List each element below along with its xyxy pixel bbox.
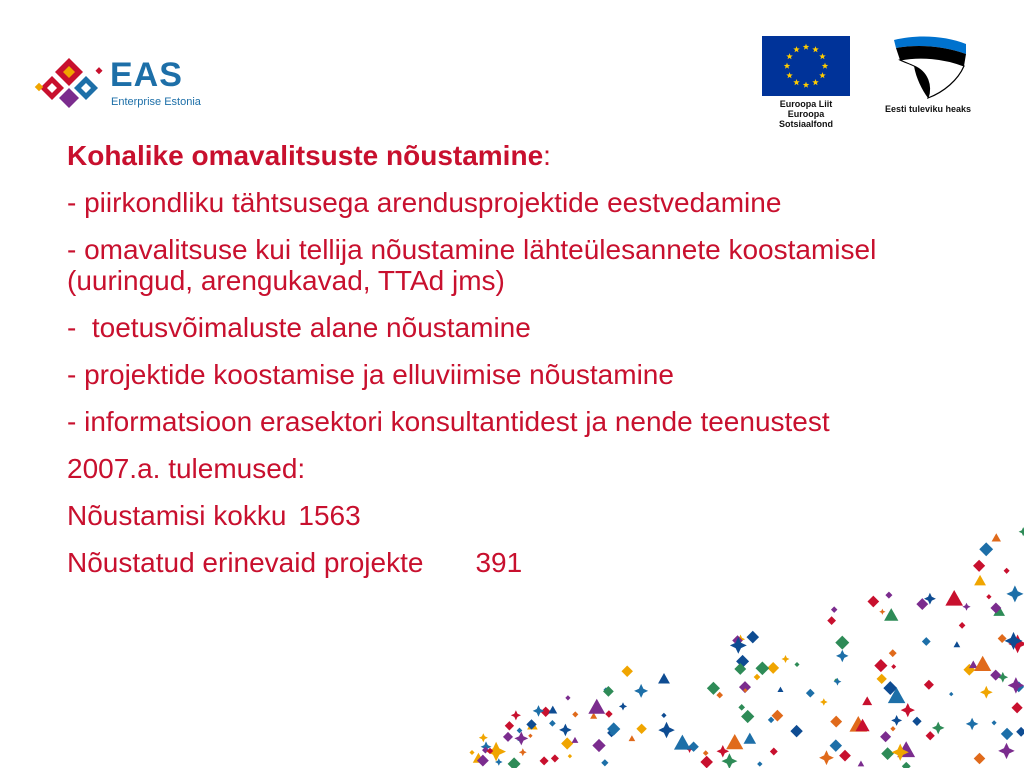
confetti-diamond-icon xyxy=(992,720,997,725)
confetti-triangle-icon xyxy=(858,761,865,767)
confetti-star-icon xyxy=(980,686,993,699)
result-value: 1563 xyxy=(298,500,361,531)
confetti-diamond-icon xyxy=(621,666,632,677)
confetti-triangle-icon xyxy=(744,733,757,744)
confetti-diamond-icon xyxy=(561,737,573,749)
confetti-diamond-icon xyxy=(889,649,897,657)
confetti-diamond-icon xyxy=(974,753,986,765)
confetti-diamond-icon xyxy=(601,759,608,766)
eu-caption-line1: Euroopa Liit xyxy=(779,99,833,109)
confetti-diamond-icon xyxy=(603,686,614,697)
confetti-triangle-icon xyxy=(974,656,991,671)
confetti-star-icon xyxy=(1019,527,1024,536)
bullet-item: - projektide koostamise ja elluviimise nõustamine xyxy=(67,359,674,390)
confetti-diamond-icon xyxy=(949,692,953,696)
confetti-diamond-icon xyxy=(572,711,578,717)
eu-caption-line2: Euroopa Sotsiaalfond xyxy=(778,109,833,129)
confetti-diamond-icon xyxy=(902,762,911,768)
confetti-diamond-icon xyxy=(1004,568,1010,574)
confetti-triangle-icon xyxy=(992,533,1001,541)
confetti-diamond-icon xyxy=(767,662,779,674)
confetti-diamond-icon xyxy=(890,726,895,731)
confetti-diamond-icon xyxy=(700,756,713,768)
confetti-star-icon xyxy=(820,698,828,706)
confetti-star-icon xyxy=(717,745,730,758)
confetti-star-icon xyxy=(932,722,945,735)
confetti-diamond-icon xyxy=(926,731,935,740)
confetti-star-icon xyxy=(998,743,1015,759)
confetti-diamond-icon xyxy=(794,662,799,667)
confetti-triangle-icon xyxy=(572,737,579,743)
confetti-star-icon xyxy=(819,750,834,765)
bullet-item: - toetusvõimaluste alane nõustamine xyxy=(67,312,531,343)
heading-colon: : xyxy=(543,140,551,171)
confetti-diamond-icon xyxy=(880,731,891,742)
confetti-diamond-icon xyxy=(830,716,842,728)
confetti-diamond-icon xyxy=(874,659,887,672)
confetti-star-icon xyxy=(479,733,488,742)
result-label: Nõustatud erinevaid projekte xyxy=(67,547,424,578)
confetti-star-icon xyxy=(1006,585,1023,602)
confetti-diamond-icon xyxy=(924,680,934,690)
confetti-triangle-icon xyxy=(674,735,691,750)
confetti-diamond-icon xyxy=(790,725,802,737)
confetti-diamond-icon xyxy=(503,732,513,742)
confetti-diamond-icon xyxy=(703,750,709,756)
confetti-diamond-icon xyxy=(912,717,921,726)
confetti-triangle-icon xyxy=(884,608,898,621)
confetti-triangle-icon xyxy=(945,590,963,606)
confetti-diamond-icon xyxy=(741,710,754,723)
confetti-star-icon xyxy=(559,724,572,737)
confetti-diamond-icon xyxy=(661,713,666,718)
confetti-triangle-icon xyxy=(629,735,636,741)
confetti-diamond-icon xyxy=(746,631,759,644)
confetti-diamond-icon xyxy=(881,747,894,760)
confetti-triangle-icon xyxy=(548,706,557,714)
confetti-diamond-icon xyxy=(1016,727,1024,737)
confetti-star-icon xyxy=(514,732,528,746)
confetti-diamond-icon xyxy=(605,710,612,717)
bullet-item: - omavalitsuse kui tellija nõustamine lähteülesannete koostamisel (uuringud, arengukavad, TTAd jms) xyxy=(67,234,877,296)
confetti-star-icon xyxy=(834,678,842,686)
results-heading: 2007.a. tulemused: xyxy=(67,453,306,484)
confetti-diamond-icon xyxy=(508,757,521,768)
bullet-item: - piirkondliku tähtsusega arendusprojektide eestvedamine xyxy=(67,187,782,218)
confetti-diamond-icon xyxy=(1001,728,1013,740)
confetti-diamond-icon xyxy=(565,695,570,700)
confetti-star-icon xyxy=(722,753,738,768)
eas-wordmark: EAS xyxy=(110,56,183,94)
confetti-star-icon xyxy=(879,609,885,615)
confetti-diamond-icon xyxy=(885,592,892,599)
confetti-diamond-icon xyxy=(916,598,928,610)
confetti-diamond-icon xyxy=(835,636,849,650)
confetti-diamond-icon xyxy=(877,674,887,684)
confetti-diamond-icon xyxy=(528,734,532,738)
confetti-star-icon xyxy=(619,702,627,710)
confetti-diamond-icon xyxy=(756,661,770,675)
confetti-diamond-icon xyxy=(998,634,1007,643)
confetti-diamond-icon xyxy=(806,689,815,698)
confetti-star-icon xyxy=(511,710,521,720)
bullet-item: - informatsioon erasektori konsultantidest ja nende teenustest xyxy=(67,406,830,437)
confetti-diamond-icon xyxy=(831,606,838,613)
confetti-diamond-icon xyxy=(839,750,851,762)
confetti-triangle-icon xyxy=(862,696,872,705)
confetti-diamond-icon xyxy=(1012,702,1023,713)
confetti-diamond-icon xyxy=(551,754,559,762)
confetti-diamond-icon xyxy=(469,750,474,755)
confetti-triangle-icon xyxy=(969,661,978,669)
confetti-diamond-icon xyxy=(922,637,931,646)
confetti-star-icon xyxy=(533,705,545,717)
confetti-diamond-icon xyxy=(770,748,778,756)
confetti-diamond-icon xyxy=(768,717,775,724)
confetti-diamond-icon xyxy=(636,724,646,734)
confetti-triangle-icon xyxy=(974,575,986,586)
result-label: Nõustamisi kokku xyxy=(67,500,287,531)
confetti-diamond-icon xyxy=(549,720,556,727)
confetti-diamond-icon xyxy=(891,664,896,669)
confetti-diamond-icon xyxy=(754,674,761,681)
confetti-triangle-icon xyxy=(954,641,961,647)
confetti-diamond-icon xyxy=(959,622,966,629)
confetti-triangle-icon xyxy=(726,734,743,749)
confetti-star-icon xyxy=(962,603,970,611)
confetti-triangle-icon xyxy=(658,673,670,684)
confetti-diamond-icon xyxy=(707,682,720,695)
confetti-triangle-icon xyxy=(777,687,783,692)
heading-text: Kohalike omavalitsuste nõustamine xyxy=(67,140,544,171)
confetti-diamond-icon xyxy=(990,670,1001,681)
confetti-diamond-icon xyxy=(592,739,605,752)
confetti-star-icon xyxy=(966,718,979,731)
result-value: 391 xyxy=(475,547,523,578)
confetti-diamond-icon xyxy=(973,560,985,572)
confetti-star-icon xyxy=(901,703,915,717)
confetti-star-icon xyxy=(634,684,648,698)
confetti-star-icon xyxy=(519,748,527,756)
confetti-diamond-icon xyxy=(867,596,879,608)
confetti-triangle-icon xyxy=(588,699,605,714)
confetti-diamond-icon xyxy=(568,754,572,758)
confetti-diamond-icon xyxy=(505,721,514,730)
confetti-diamond-icon xyxy=(979,542,993,556)
confetti-diamond-icon xyxy=(827,616,836,625)
confetti-diamond-icon xyxy=(738,704,745,711)
confetti-star-icon xyxy=(658,722,675,739)
confetti-diamond-icon xyxy=(716,692,723,699)
confetti-star-icon xyxy=(782,655,790,663)
confetti-diamond-icon xyxy=(757,761,762,766)
estonia-caption: Eesti tuleviku heaks xyxy=(884,104,972,114)
confetti-star-icon xyxy=(1008,677,1024,694)
confetti-diamond-icon xyxy=(540,756,549,765)
confetti-diamond-icon xyxy=(986,594,991,599)
eas-subtitle: Enterprise Estonia xyxy=(111,96,201,108)
confetti-diamond-icon xyxy=(830,739,842,751)
confetti-star-icon xyxy=(891,715,902,726)
confetti-star-icon xyxy=(836,650,849,663)
